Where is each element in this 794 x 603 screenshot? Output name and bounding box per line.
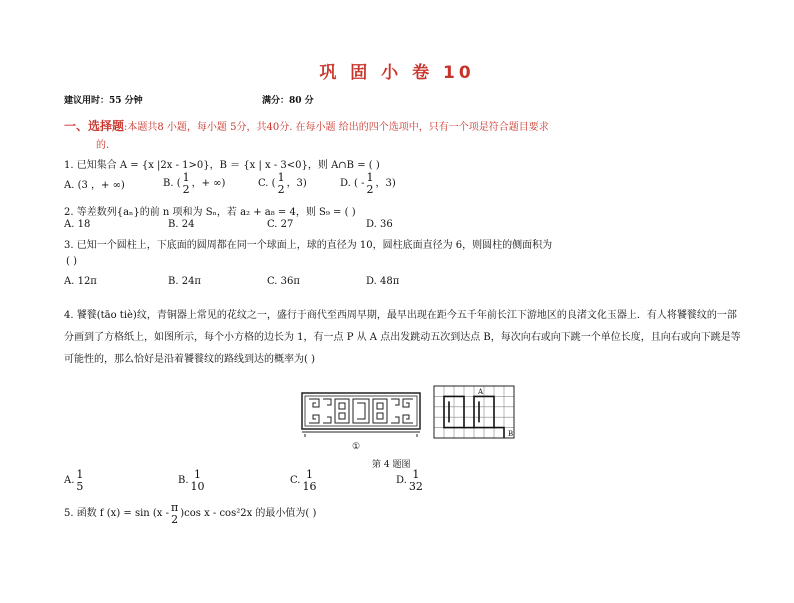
q5-stem-b: )cos x - cos²2x 的最小值为( ) xyxy=(180,508,317,520)
q1-b-num: 1 xyxy=(182,171,190,184)
q4-a-num: 1 xyxy=(76,468,84,481)
grid-path-figure xyxy=(432,384,520,440)
section-1-header xyxy=(64,117,549,134)
q2-option-d: D. 36 xyxy=(366,219,393,230)
q4-d-num: 1 xyxy=(412,468,420,481)
q4-a-den: 5 xyxy=(76,479,84,493)
q4-option-b xyxy=(178,469,207,492)
q4-a-prefix: A. xyxy=(64,475,75,487)
q1-b-den: 2 xyxy=(182,182,190,196)
section-instruction-end: 的. xyxy=(96,140,110,151)
question-5-stem xyxy=(64,502,316,525)
q1-option-b xyxy=(163,172,225,195)
figure-1-label: ① xyxy=(352,442,361,452)
q1-d-prefix: D. ( - xyxy=(340,178,365,190)
section-instruction: :本题共8 小题，每小题 5分，共40分. 在每小题 给出的四个选项中，只有一个项是符合题目要求 xyxy=(124,122,549,133)
q2-option-a: A. 18 xyxy=(64,219,91,230)
q1-c-den: 2 xyxy=(277,182,285,196)
q3-option-b: B. 24π xyxy=(168,276,202,287)
q1-b-prefix: B. ( xyxy=(163,178,181,190)
q4-d-fraction xyxy=(409,469,423,492)
q4-d-den: 32 xyxy=(408,479,423,493)
q4-c-den: 16 xyxy=(302,479,317,493)
q4-c-prefix: C. xyxy=(290,475,301,487)
point-b-label: B xyxy=(508,430,514,438)
q1-option-a: A. (3 ，+ ∞) xyxy=(64,180,125,191)
q2-option-b: B. 24 xyxy=(168,219,195,230)
q4-a-fraction xyxy=(76,469,83,492)
q4-b-num: 1 xyxy=(194,468,202,481)
q3-option-d: D. 48π xyxy=(366,276,400,287)
q4-c-num: 1 xyxy=(305,468,313,481)
page-title: 巩 固 小 卷 10 xyxy=(319,63,475,83)
q4-c-fraction xyxy=(302,469,316,492)
q4-option-a xyxy=(64,469,85,492)
q4-b-den: 10 xyxy=(190,479,205,493)
q4-b-prefix: B. xyxy=(178,475,189,487)
q1-c-suffix: ，3) xyxy=(286,178,307,190)
q3-option-a: A. 12π xyxy=(64,276,97,287)
point-a-label: A xyxy=(478,388,484,396)
q1-c-num: 1 xyxy=(277,171,285,184)
q5-pi-num: π xyxy=(171,501,179,514)
q4-option-d xyxy=(396,469,425,492)
q1-c-fraction xyxy=(278,172,285,195)
question-2-stem: 2. 等差数列{aₙ}的前 n 项和为 Sₙ，若 a₂ + a₈ = 4，则 S₉ = ( ) xyxy=(64,207,356,218)
q1-d-num: 1 xyxy=(366,171,374,184)
q1-d-fraction xyxy=(366,172,373,195)
figure-caption: 第 4 题图 xyxy=(372,460,411,470)
section-heading: 一、选择题 xyxy=(64,119,125,133)
q1-d-suffix: ，3) xyxy=(375,178,396,190)
suggested-time: 建议用时：55 分钟 xyxy=(64,96,143,106)
q5-pi-den: 2 xyxy=(171,512,179,526)
q1-option-d xyxy=(340,172,396,195)
q3-option-c: C. 36π xyxy=(267,276,300,287)
q4-d-prefix: D. xyxy=(396,475,407,487)
question-4-text: 4. 饕餮(tāo tiè)纹，青铜器上常见的花纹之一，盛行于商代至西周早期，最早出现在距今五千年前长江下游地区的良渚文化玉器上．有人将饕餮纹的一部分画到了方格纸上，如图所示，每个小方格的边长为 1，有一点 P 从 A 点出发跳动五次到达点 B，每次向右或向下跳一个单位长度，且向右或向下跳是等可能性的，那么恰好是沿着饕餮纹的路线到达的概率为( ) xyxy=(64,310,741,365)
q2-option-c: C. 27 xyxy=(267,219,294,230)
q4-option-c xyxy=(290,469,318,492)
q1-option-c xyxy=(258,172,307,195)
q1-b-fraction xyxy=(183,172,190,195)
q1-d-den: 2 xyxy=(366,182,374,196)
question-3-stem-end: ( ) xyxy=(66,256,77,267)
q1-c-prefix: C. ( xyxy=(258,178,276,190)
q1-b-suffix: ，+ ∞) xyxy=(191,178,226,190)
q5-stem-a: 5. 函数 f (x) = sin (x - xyxy=(64,508,170,520)
question-3-stem: 3. 已知一个圆柱上，下底面的圆周都在同一个球面上，球的直径为 10，圆柱底面直径为 6，则圆柱的侧面积为 xyxy=(64,240,553,251)
taotie-pattern-figure xyxy=(301,389,421,437)
q4-b-fraction xyxy=(191,469,205,492)
question-1-stem: 1. 已知集合 A = {x |2x - 1>0}，B ＝ {x | x - 3<0}，则 A∩B = ( ) xyxy=(64,160,380,171)
q5-pi-fraction xyxy=(171,502,178,525)
full-score: 满分：80 分 xyxy=(262,96,314,106)
